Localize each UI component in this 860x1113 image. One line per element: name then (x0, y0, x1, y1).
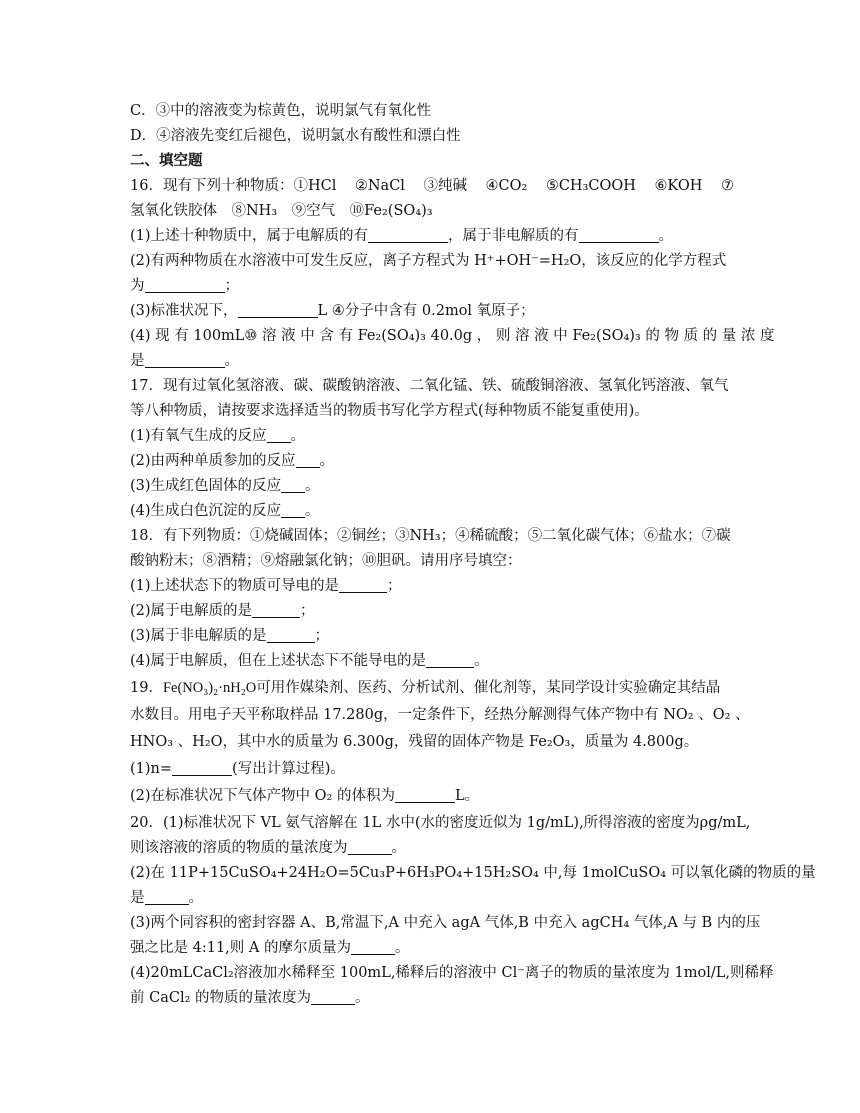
period: 。 (305, 503, 320, 519)
q16-intro-2-text: 氢氧化铁胶体 ⑧NH₃ ⑨空气 ⑩Fe₂(SO₄)₃ (130, 203, 433, 219)
q17-intro-2 (130, 399, 734, 423)
q19-intro-3-text: HNO₃ 、H₂O，其中水的质量为 6.300g，残留的固体产物是 Fe₂O₃，质量为 4.800g。 (130, 734, 699, 750)
q16-item-5: ⑤CH₃COOH (545, 178, 636, 194)
answer-blank[interactable] (238, 301, 318, 318)
q20-part-1 (130, 811, 751, 835)
section-heading-text: 二、填空题 (130, 152, 203, 169)
answer-blank[interactable] (579, 226, 659, 243)
answer-blank[interactable] (426, 651, 474, 668)
q20-4b-text: 前 CaCl₂ 的物质的量浓度为 (130, 990, 312, 1006)
q17-2-text: (2)由两种单质参加的反应 (130, 453, 296, 469)
q18-intro-2 (130, 549, 734, 573)
q17-part-4 (130, 499, 734, 523)
period: 。 (474, 653, 489, 669)
q19-2-text-b: L。 (454, 788, 480, 804)
period: 。 (394, 940, 410, 956)
q18-intro (130, 524, 734, 548)
option-c (130, 99, 734, 123)
answer-blank[interactable] (395, 786, 455, 803)
period: 。 (319, 453, 335, 469)
section-heading (130, 149, 734, 173)
option-d-text: D．④溶液先变红后褪色，说明氯水有酸性和漂白性 (130, 128, 461, 144)
answer-blank[interactable] (267, 426, 291, 443)
semicolon: ； (300, 603, 315, 619)
q16-3-text-b: L ④分子中含有 0.2mol 氧原子； (317, 303, 535, 319)
q20-part-4b (130, 986, 734, 1010)
q16-item-3: ③纯碱 (423, 178, 467, 194)
q16-item-7: ⑦ (720, 178, 734, 194)
q17-intro-text: 17．现有过氧化氢溶液、碳、碳酸钠溶液、二氧化锰、铁、硫酸铜溶液、氢氧化钙溶液、氧气 (130, 378, 729, 394)
answer-blank[interactable] (339, 576, 387, 593)
option-c-text: C．③中的溶液变为棕黄色，说明氯气有氧化性 (130, 103, 432, 119)
answer-blank[interactable] (172, 759, 232, 776)
q18-intro-text: 18．有下列物质：①烧碱固体；②铜丝；③NH₃；④稀硫酸；⑤二氧化碳气体；⑥盐水；⑦碳 (130, 528, 731, 544)
q16-4-text-b: 是 (130, 353, 145, 369)
q17-1-text: (1)有氧气生成的反应 (130, 428, 267, 444)
q16-item-1: 16．现有下列十种物质：①HCl (130, 178, 337, 194)
q17-intro-2-text: 等八种物质，请按要求选择适当的物质书写化学方程式(每种物质不能复重使用)。 (130, 403, 649, 419)
q20-4-text: (4)20mLCaCl₂溶液加水稀释至 100mL,稀释后的溶液中 Cl⁻离子的物质的量浓度为 1mol/L,则稀释 (130, 965, 774, 981)
answer-blank[interactable] (145, 888, 189, 905)
q16-4-text-c: 。 (224, 353, 239, 369)
q19-part-2 (130, 784, 734, 808)
q20-part-3b (130, 936, 734, 960)
q18-2-text: (2)属于电解质的是 (130, 603, 253, 619)
answer-blank[interactable] (311, 988, 355, 1005)
answer-blank[interactable] (368, 226, 448, 243)
q16-part-4b (130, 349, 734, 373)
q20-1-text: 20．(1)标准状况下 VL 氨气溶解在 1L 水中(水的密度近似为 1g/mL),所得溶液的密度为ρg/mL, (130, 815, 751, 831)
q20-1b-text: 则该溶液的溶质的物质的量浓度为 (130, 840, 348, 856)
q18-part-3 (130, 624, 734, 648)
q18-1-text: (1)上述状态下的物质可导电的是 (130, 578, 340, 594)
q16-intro (130, 174, 734, 198)
q19-intro-text: 可用作媒染剂、医药、分析试剂、催化剂等，某同学设计实验确定其结晶 (256, 680, 721, 696)
period: 。 (290, 428, 306, 444)
q16-part-3 (130, 299, 734, 323)
q20-2-text: (2)在 11P+15CuSO₄+24H₂O=5Cu₃P+6H₃PO₄+15H₂SO₄ 中,每 1molCuSO₄ 可以氧化磷的物质的量 (130, 865, 816, 881)
semicolon: ； (387, 578, 402, 594)
q17-part-2 (130, 449, 734, 473)
q16-3-text-a: (3)标准状况下， (130, 303, 238, 319)
q17-4-text: (4)生成白色沉淀的反应 (130, 503, 282, 519)
q20-2b-text: 是 (130, 890, 145, 906)
answer-blank[interactable] (281, 501, 305, 518)
q18-4-text: (4)属于电解质，但在上述状态下不能导电的是 (130, 653, 427, 669)
q17-3-text: (3)生成红色固体的反应 (130, 478, 282, 494)
q16-item-6: ⑥KOH (654, 178, 703, 194)
q16-2-text: (2)有两种物质在水溶液中可发生反应，离子方程式为 H⁺+OH⁻=H₂O，该反应的化学方程式 (130, 253, 727, 269)
q19-intro-3 (130, 730, 734, 754)
period: 。 (305, 478, 320, 494)
q16-part-1 (130, 224, 734, 248)
q16-1-text-c: 。 (658, 228, 674, 244)
q19-part-1 (130, 757, 734, 781)
q18-part-1 (130, 574, 734, 598)
period: 。 (188, 890, 203, 906)
answer-blank[interactable] (252, 601, 300, 618)
q16-4-text: (4) 现 有 100mL⑩ 溶 液 中 含 有 Fe₂(SO₄)₃ 40.0g ， 则 溶 液 中 Fe₂(SO₄)₃ 的 物 质 的 量 浓 度 (130, 328, 775, 344)
q19-2-text-a: (2)在标准状况下气体产物中 O₂ 的体积为 (130, 788, 395, 804)
answer-blank[interactable] (267, 626, 315, 643)
q19-intro-2 (130, 703, 750, 727)
q17-intro (130, 374, 734, 398)
answer-blank[interactable] (281, 476, 305, 493)
semicolon: ； (314, 628, 330, 644)
q17-part-3 (130, 474, 734, 498)
answer-blank[interactable] (348, 838, 392, 855)
option-d (130, 124, 734, 148)
answer-blank[interactable] (145, 351, 225, 368)
q16-1-text-a: (1)上述十种物质中，属于电解质的有 (130, 228, 369, 244)
q16-part-2b (130, 274, 734, 298)
period: 。 (355, 990, 370, 1006)
q19-formula: Fe(NO₃)₂·nH₂O (162, 680, 257, 696)
q16-2-text-b: 为 (130, 278, 145, 294)
q16-item-2: ②NaCl (354, 178, 405, 194)
q16-item-4: ④CO₂ (485, 178, 528, 194)
answer-blank[interactable] (296, 451, 320, 468)
q19-1-text-b: (写出计算过程)。 (232, 761, 345, 777)
q18-part-2 (130, 599, 734, 623)
q18-intro-2-text: 酸钠粉末；⑧酒精；⑨熔融氯化钠；⑩胆矾。请用序号填空： (130, 553, 522, 569)
q16-part-4 (130, 324, 775, 348)
q16-part-2 (130, 249, 734, 273)
q17-part-1 (130, 424, 734, 448)
q20-part-2b (130, 886, 734, 910)
q19-intro: 19．Fe(NO₃)₂·nH₂O可用作媒染剂、医药、分析试剂、催化剂等，某同学设计实验确定其结晶 (130, 680, 721, 696)
q20-3b-text: 强之比是 4:11,则 A 的摩尔质量为 (130, 940, 351, 956)
period: 。 (391, 840, 406, 856)
q19-1-text-a: (1)n= (130, 761, 173, 777)
q20-part-1b (130, 836, 734, 860)
q19-intro-2-text: 水数目。用电子天平称取样品 17.280g，一定条件下，经热分解测得气体产物中有 NO₂ 、O₂ 、 (130, 707, 750, 723)
q20-3-text: (3)两个同容积的密封容器 A、B,常温下,A 中充入 agA 气体,B 中充入 agCH₄ 气体,A 与 B 内的压 (130, 915, 761, 931)
q16-2-text-c: ； (224, 278, 239, 294)
q16-intro-2 (130, 199, 734, 223)
q20-part-4 (130, 961, 774, 985)
q16-1-text-b: ，属于非电解质的有 (448, 228, 579, 244)
answer-blank[interactable] (351, 938, 395, 955)
q20-part-2 (130, 861, 816, 885)
q18-3-text: (3)属于非电解质的是 (130, 628, 267, 644)
q20-part-3 (130, 911, 761, 935)
answer-blank[interactable] (145, 276, 225, 293)
q18-part-4 (130, 649, 734, 673)
